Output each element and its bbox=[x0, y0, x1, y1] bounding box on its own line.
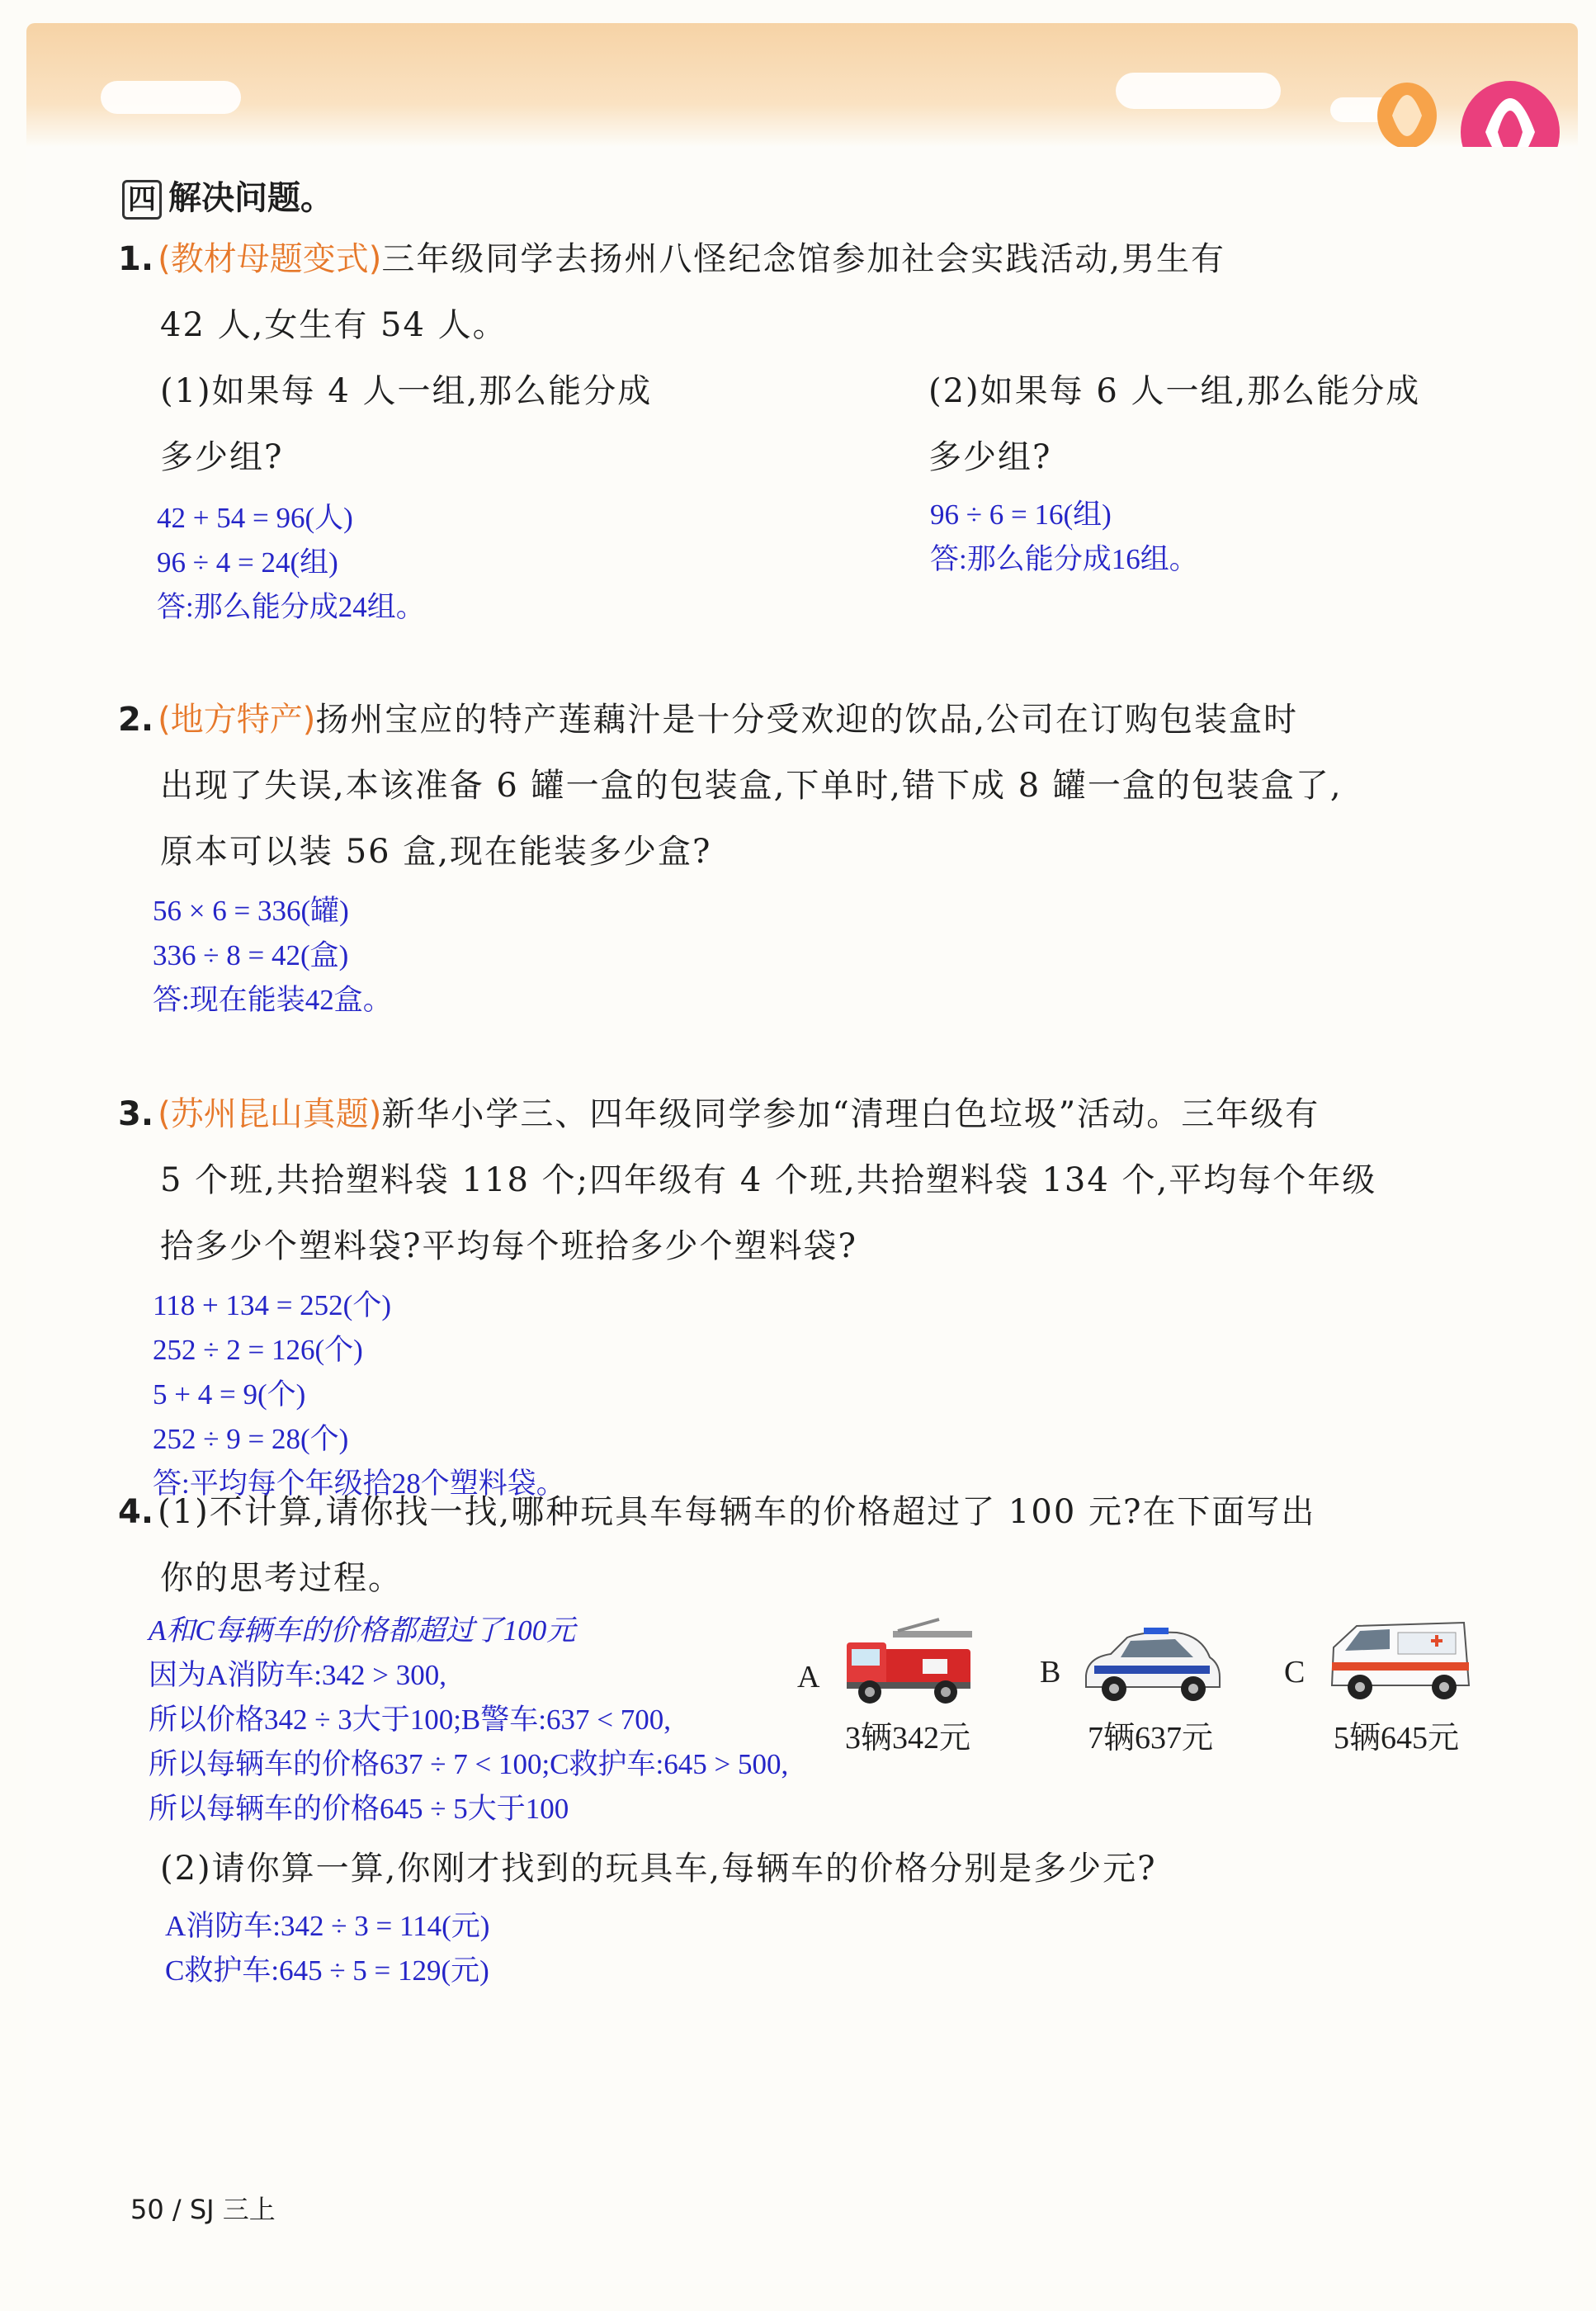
police-car-icon bbox=[1078, 1624, 1226, 1707]
page-footer: 50 / SJ 三上 bbox=[130, 2194, 276, 2225]
answer-line: 42 + 54 = 96(人) bbox=[157, 502, 353, 534]
subquestion-text: (2)如果每 6 人一组,那么能分成 bbox=[928, 372, 1421, 410]
question-number: 4. bbox=[118, 1493, 154, 1531]
section-marker: 四 bbox=[122, 180, 162, 220]
question-text: 5 个班,共拾塑料袋 118 个;四年级有 4 个班,共拾塑料袋 134 个,平均每个年级 bbox=[160, 1161, 1377, 1199]
answer-line: 96 ÷ 4 = 24(组) bbox=[157, 546, 338, 579]
section-title bbox=[122, 172, 333, 220]
question-text: 42 人,女生有 54 人。 bbox=[160, 306, 508, 344]
car-letter: C bbox=[1284, 1655, 1306, 1690]
question-text: 扬州宝应的特产莲藕汁是十分受欢迎的饮品,公司在订购包装盒时 bbox=[315, 701, 1299, 739]
answer-line: 96 ÷ 6 = 16(组) bbox=[930, 499, 1112, 531]
subquestion-text: 多少组? bbox=[160, 438, 284, 476]
answer-line: 336 ÷ 8 = 42(盒) bbox=[153, 939, 349, 971]
answer-line: 因为A消防车:342 > 300, bbox=[149, 1659, 446, 1691]
question-text: 出现了失误,本该准备 6 罐一盒的包装盒,下单时,错下成 8 罐一盒的包装盒了, bbox=[160, 767, 1343, 805]
question-text: 你的思考过程。 bbox=[160, 1559, 403, 1597]
question-text: 三年级同学去扬州八怪纪念馆参加社会实践活动,男生有 bbox=[381, 240, 1226, 278]
answer-line: 所以每辆车的价格645 ÷ 5大于100 bbox=[149, 1793, 569, 1825]
question-number: 1. bbox=[118, 240, 154, 278]
car-caption: 5辆645元 bbox=[1334, 1721, 1460, 1756]
question-tag: (教材母题变式) bbox=[158, 240, 382, 278]
question-number: 3. bbox=[118, 1095, 154, 1133]
question-text: (1)不计算,请你找一找,哪种玩具车每辆车的价格超过了 100 元?在下面写出 bbox=[158, 1493, 1316, 1531]
answer-line: 252 ÷ 2 = 126(个) bbox=[153, 1334, 363, 1366]
question-tag: (地方特产) bbox=[158, 701, 316, 739]
answer-line: A消防车:342 ÷ 3 = 114(元) bbox=[165, 1910, 490, 1942]
subquestion-text: (1)如果每 4 人一组,那么能分成 bbox=[160, 372, 653, 410]
answer-line: 所以价格342 ÷ 3大于100;B警车:637 < 700, bbox=[149, 1704, 671, 1736]
answer-line: 5 + 4 = 9(个) bbox=[153, 1378, 306, 1411]
answer-line: 所以每辆车的价格637 ÷ 7 < 100;C救护车:645 > 500, bbox=[149, 1748, 789, 1780]
car-letter: B bbox=[1040, 1655, 1061, 1690]
subquestion-text: (2)请你算一算,你刚才找到的玩具车,每辆车的价格分别是多少元? bbox=[160, 1850, 1157, 1888]
question-text: 新华小学三、四年级同学参加“清理白色垃圾”活动。三年级有 bbox=[381, 1095, 1320, 1133]
subquestion-text: 多少组? bbox=[928, 438, 1052, 476]
answer-line: 118 + 134 = 252(个) bbox=[153, 1289, 391, 1321]
section-title-text: 解决问题。 bbox=[168, 179, 333, 217]
question-2-line-1 bbox=[118, 693, 1298, 740]
answer-line: C救护车:645 ÷ 5 = 129(元) bbox=[165, 1954, 489, 1987]
question-text: 拾多少个塑料袋?平均每个班拾多少个塑料袋? bbox=[160, 1227, 857, 1265]
answer-line: A和C每辆车的价格都超过了100元 bbox=[149, 1614, 576, 1647]
question-3-line-1 bbox=[118, 1088, 1320, 1135]
answer-line: 答:平均每个年级拾28个塑料袋。 bbox=[153, 1467, 565, 1500]
answer-line: 答:现在能装42盒。 bbox=[153, 984, 392, 1016]
question-number: 2. bbox=[118, 701, 154, 739]
ambulance-icon bbox=[1324, 1614, 1476, 1707]
answer-line: 252 ÷ 9 = 28(个) bbox=[153, 1423, 349, 1455]
question-tag: (苏州昆山真题) bbox=[158, 1095, 382, 1133]
car-caption: 7辆637元 bbox=[1088, 1721, 1214, 1756]
question-4-line-1 bbox=[118, 1486, 1315, 1533]
header-banner bbox=[26, 23, 1578, 147]
answer-line: 答:那么能分成16组。 bbox=[930, 543, 1198, 575]
question-1-line-1 bbox=[118, 233, 1225, 280]
car-caption: 3辆342元 bbox=[845, 1721, 971, 1756]
fire-truck-icon bbox=[840, 1618, 985, 1708]
answer-line: 56 × 6 = 336(罐) bbox=[153, 895, 349, 927]
question-text: 原本可以装 56 盒,现在能装多少盒? bbox=[160, 833, 712, 871]
cloud-decoration bbox=[1116, 73, 1281, 109]
cloud-decoration bbox=[101, 81, 241, 114]
answer-line: 答:那么能分成24组。 bbox=[157, 591, 425, 623]
car-letter: A bbox=[797, 1660, 820, 1694]
